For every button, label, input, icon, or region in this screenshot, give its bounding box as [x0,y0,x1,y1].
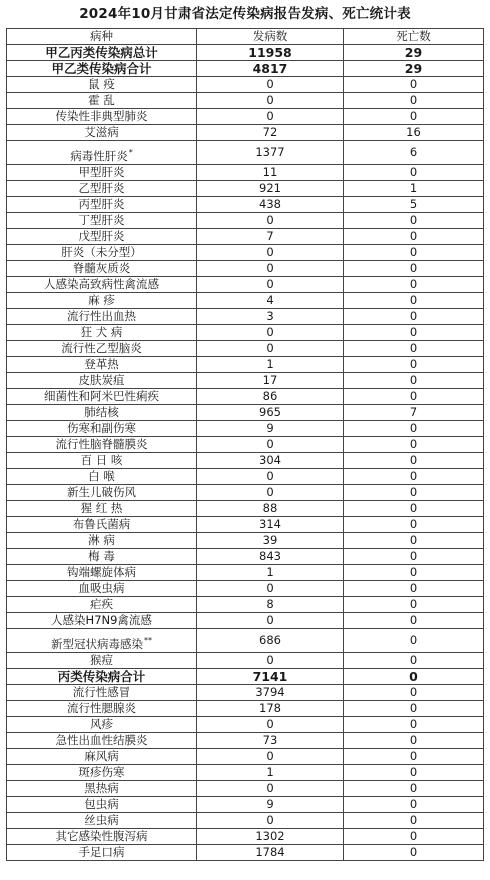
deaths-cell: 0 [344,581,484,597]
deaths-cell: 0 [344,469,484,485]
cases-cell: 11958 [197,45,344,61]
table-row [7,309,484,325]
disease-name-cell [7,245,197,261]
deaths-cell: 0 [344,517,484,533]
deaths-cell: 0 [344,733,484,749]
deaths-cell: 29 [344,45,484,61]
disease-name: 霍 乱 [88,93,115,107]
table-row [7,93,484,109]
disease-name-cell [7,437,197,453]
cases-cell: 0 [197,813,344,829]
cases-cell: 0 [197,613,344,629]
disease-name-cell [7,565,197,581]
table-row [7,357,484,373]
disease-name: 丙类传染病合计 [57,669,146,684]
disease-name: 血吸虫病 [78,581,125,595]
disease-name-cell [7,357,197,373]
cases-cell: 0 [197,325,344,341]
disease-name: 伤寒和副伤寒 [67,421,136,435]
disease-name: 黑热病 [84,781,119,795]
disease-name: 病毒性肝炎 [70,149,128,163]
disease-name: 钩端螺旋体病 [67,565,136,579]
table-row [7,405,484,421]
disease-name-cell [7,517,197,533]
table-row [7,61,484,77]
disease-name-cell [7,389,197,405]
disease-name: 梅 毒 [88,549,115,563]
table-row [7,373,484,389]
disease-name-cell [7,781,197,797]
disease-name: 鼠 疫 [88,77,115,91]
disease-name: 风疹 [90,717,113,731]
disease-name-cell [7,829,197,845]
deaths-cell: 0 [344,485,484,501]
cases-cell: 0 [197,485,344,501]
deaths-cell: 0 [344,341,484,357]
table-row [7,229,484,245]
table-row [7,517,484,533]
disease-name: 登革热 [84,357,119,371]
cases-cell: 11 [197,165,344,181]
disease-name: 人感染H7N9禽流感 [51,613,152,627]
disease-name-cell [7,765,197,781]
disease-name: 流行性出血热 [67,309,136,323]
table-row [7,781,484,797]
deaths-cell: 0 [344,357,484,373]
disease-name: 白 喉 [88,469,115,483]
disease-name-cell [7,669,197,685]
deaths-cell: 0 [344,213,484,229]
deaths-cell: 0 [344,165,484,181]
table-row [7,485,484,501]
table-row [7,77,484,93]
cases-cell: 4817 [197,61,344,77]
deaths-cell: 0 [344,781,484,797]
cases-cell: 314 [197,517,344,533]
deaths-cell: 0 [344,229,484,245]
disease-name: 甲乙类传染病合计 [51,61,152,76]
deaths-cell: 0 [344,245,484,261]
disease-name-cell [7,165,197,181]
deaths-cell: 0 [344,309,484,325]
cases-cell: 921 [197,181,344,197]
disease-name: 艾滋病 [84,125,119,139]
cases-cell: 0 [197,245,344,261]
footnote-marker: * [128,148,133,158]
deaths-cell: 0 [344,533,484,549]
disease-name-cell [7,597,197,613]
table-row [7,717,484,733]
deaths-cell: 0 [344,613,484,629]
table-row [7,829,484,845]
cases-cell: 7 [197,229,344,245]
deaths-cell: 0 [344,701,484,717]
table-row [7,533,484,549]
disease-name-cell [7,613,197,629]
disease-name: 甲乙丙类传染病总计 [45,45,158,60]
table-row [7,469,484,485]
deaths-cell: 0 [344,277,484,293]
cases-cell: 9 [197,797,344,813]
header-disease: 病种 [7,29,197,45]
deaths-cell: 0 [344,453,484,469]
deaths-cell: 0 [344,653,484,669]
disease-name-cell [7,45,197,61]
disease-name-cell [7,797,197,813]
disease-name-cell [7,373,197,389]
table-row [7,765,484,781]
cases-cell: 9 [197,421,344,437]
disease-name: 甲型肝炎 [78,165,125,179]
cases-cell: 88 [197,501,344,517]
disease-name: 猴痘 [90,653,113,667]
cases-cell: 72 [197,125,344,141]
disease-name-cell [7,717,197,733]
header-cases: 发病数 [197,29,344,45]
cases-cell: 8 [197,597,344,613]
table-row [7,581,484,597]
disease-name: 疟疾 [90,597,113,611]
table-row [7,325,484,341]
deaths-cell: 0 [344,629,484,653]
cases-cell: 1784 [197,845,344,861]
disease-name-cell [7,421,197,437]
disease-name-cell [7,109,197,125]
disease-name: 猩 红 热 [80,501,123,515]
header-deaths: 死亡数 [344,29,484,45]
table-row [7,733,484,749]
table-row [7,629,484,653]
cases-cell: 178 [197,701,344,717]
disease-name: 肺结核 [84,405,119,419]
deaths-cell: 0 [344,325,484,341]
cases-cell: 3 [197,309,344,325]
cases-cell: 39 [197,533,344,549]
disease-name-cell [7,141,197,165]
table-row [7,813,484,829]
table-row [7,165,484,181]
table-row [7,685,484,701]
cases-cell: 4 [197,293,344,309]
disease-name-cell [7,125,197,141]
disease-name-cell [7,701,197,717]
disease-name: 流行性乙型脑炎 [61,341,142,355]
disease-name: 乙型肝炎 [78,181,125,195]
disease-name-cell [7,485,197,501]
cases-cell: 0 [197,653,344,669]
deaths-cell: 0 [344,765,484,781]
table-row [7,565,484,581]
table-row [7,261,484,277]
deaths-cell: 7 [344,405,484,421]
cases-cell: 0 [197,437,344,453]
table-row [7,125,484,141]
table-row [7,341,484,357]
cases-cell: 0 [197,109,344,125]
cases-cell: 0 [197,781,344,797]
disease-name-cell [7,277,197,293]
disease-name: 流行性腮腺炎 [67,701,136,715]
table-row [7,669,484,685]
table-row [7,437,484,453]
disease-name: 百 日 咳 [80,453,123,467]
deaths-cell: 0 [344,597,484,613]
disease-name-cell [7,77,197,93]
disease-name-cell [7,293,197,309]
disease-name: 流行性脑脊髓膜炎 [55,437,148,451]
deaths-cell: 0 [344,685,484,701]
cases-cell: 843 [197,549,344,565]
cases-cell: 0 [197,581,344,597]
disease-name-cell [7,653,197,669]
cases-cell: 0 [197,93,344,109]
disease-name: 细菌性和阿米巴性痢疾 [44,389,159,403]
page-title: 2024年10月甘肃省法定传染病报告发病、死亡统计表 [79,6,411,22]
disease-name: 麻风病 [84,749,119,763]
disease-name: 传染性非典型肺炎 [55,109,148,123]
disease-name: 新生儿破伤风 [67,485,136,499]
table-row [7,293,484,309]
statistics-table [6,28,484,861]
deaths-cell: 0 [344,565,484,581]
disease-name: 丙型肝炎 [78,197,125,211]
table-header-row [7,29,484,45]
disease-name: 布鲁氏菌病 [72,517,131,531]
cases-cell: 0 [197,77,344,93]
table-row [7,749,484,765]
disease-name: 皮肤炭疽 [78,373,125,387]
disease-name-cell [7,453,197,469]
disease-name: 丝虫病 [84,813,119,827]
disease-name: 手足口病 [78,845,125,859]
disease-name-cell [7,93,197,109]
disease-name: 其它感染性腹泻病 [55,829,148,843]
deaths-cell: 16 [344,125,484,141]
disease-name-cell [7,685,197,701]
deaths-cell: 0 [344,549,484,565]
table-row [7,653,484,669]
cases-cell: 3794 [197,685,344,701]
table-row [7,141,484,165]
cases-cell: 0 [197,213,344,229]
disease-name: 流行性感冒 [72,685,131,699]
disease-name: 淋 病 [88,533,115,547]
disease-name-cell [7,405,197,421]
deaths-cell: 1 [344,181,484,197]
cases-cell: 0 [197,261,344,277]
table-row [7,797,484,813]
table-row [7,453,484,469]
table-row [7,501,484,517]
deaths-cell: 0 [344,389,484,405]
table-row [7,597,484,613]
deaths-cell: 5 [344,197,484,213]
table-row [7,109,484,125]
disease-name-cell [7,229,197,245]
deaths-cell: 0 [344,813,484,829]
table-row [7,549,484,565]
disease-name-cell [7,309,197,325]
disease-name: 斑疹伤寒 [78,765,125,779]
cases-cell: 0 [197,469,344,485]
disease-name: 戊型肝炎 [78,229,125,243]
deaths-cell: 0 [344,421,484,437]
disease-name-cell [7,533,197,549]
table-row [7,277,484,293]
deaths-cell: 0 [344,749,484,765]
disease-name: 狂 犬 病 [80,325,123,339]
disease-name: 包虫病 [84,797,119,811]
deaths-cell: 0 [344,669,484,685]
deaths-cell: 0 [344,293,484,309]
disease-name: 人感染高致病性禽流感 [44,277,159,291]
cases-cell: 73 [197,733,344,749]
disease-name: 新型冠状病毒感染 [51,637,143,651]
deaths-cell: 0 [344,501,484,517]
table-row [7,845,484,861]
cases-cell: 304 [197,453,344,469]
table-row [7,181,484,197]
disease-name-cell [7,213,197,229]
disease-name-cell [7,549,197,565]
cases-cell: 1 [197,357,344,373]
deaths-cell: 0 [344,717,484,733]
disease-name: 脊髓灰质炎 [72,261,131,275]
table-row [7,421,484,437]
disease-name-cell [7,61,197,77]
table-row [7,45,484,61]
disease-name: 急性出血性结膜炎 [55,733,148,747]
disease-name: 麻 疹 [88,293,115,307]
cases-cell: 965 [197,405,344,421]
deaths-cell: 0 [344,109,484,125]
deaths-cell: 0 [344,845,484,861]
disease-name-cell [7,469,197,485]
deaths-cell: 29 [344,61,484,77]
disease-name-cell [7,629,197,653]
disease-name: 肝炎（未分型） [61,245,142,259]
deaths-cell: 6 [344,141,484,165]
disease-name-cell [7,733,197,749]
cases-cell: 0 [197,341,344,357]
cases-cell: 438 [197,197,344,213]
cases-cell: 0 [197,277,344,293]
deaths-cell: 0 [344,77,484,93]
disease-name-cell [7,261,197,277]
disease-name-cell [7,581,197,597]
deaths-cell: 0 [344,373,484,389]
table-row [7,389,484,405]
cases-cell: 1 [197,565,344,581]
cases-cell: 686 [197,629,344,653]
disease-name-cell [7,341,197,357]
table-row [7,613,484,629]
deaths-cell: 0 [344,437,484,453]
disease-name: 丁型肝炎 [78,213,125,227]
cases-cell: 1302 [197,829,344,845]
cases-cell: 86 [197,389,344,405]
cases-cell: 1 [197,765,344,781]
deaths-cell: 0 [344,93,484,109]
disease-name-cell [7,325,197,341]
cases-cell: 17 [197,373,344,389]
disease-name-cell [7,197,197,213]
deaths-cell: 0 [344,261,484,277]
table-row [7,213,484,229]
disease-name-cell [7,813,197,829]
cases-cell: 1377 [197,141,344,165]
table-body [7,45,484,861]
cases-cell: 0 [197,749,344,765]
footnote-marker: ** [144,636,152,646]
deaths-cell: 0 [344,829,484,845]
cases-cell: 7141 [197,669,344,685]
disease-name-cell [7,749,197,765]
cases-cell: 0 [197,717,344,733]
disease-name-cell [7,501,197,517]
table-row [7,197,484,213]
table-row [7,701,484,717]
disease-name-cell [7,845,197,861]
table-row [7,245,484,261]
disease-name-cell [7,181,197,197]
deaths-cell: 0 [344,797,484,813]
